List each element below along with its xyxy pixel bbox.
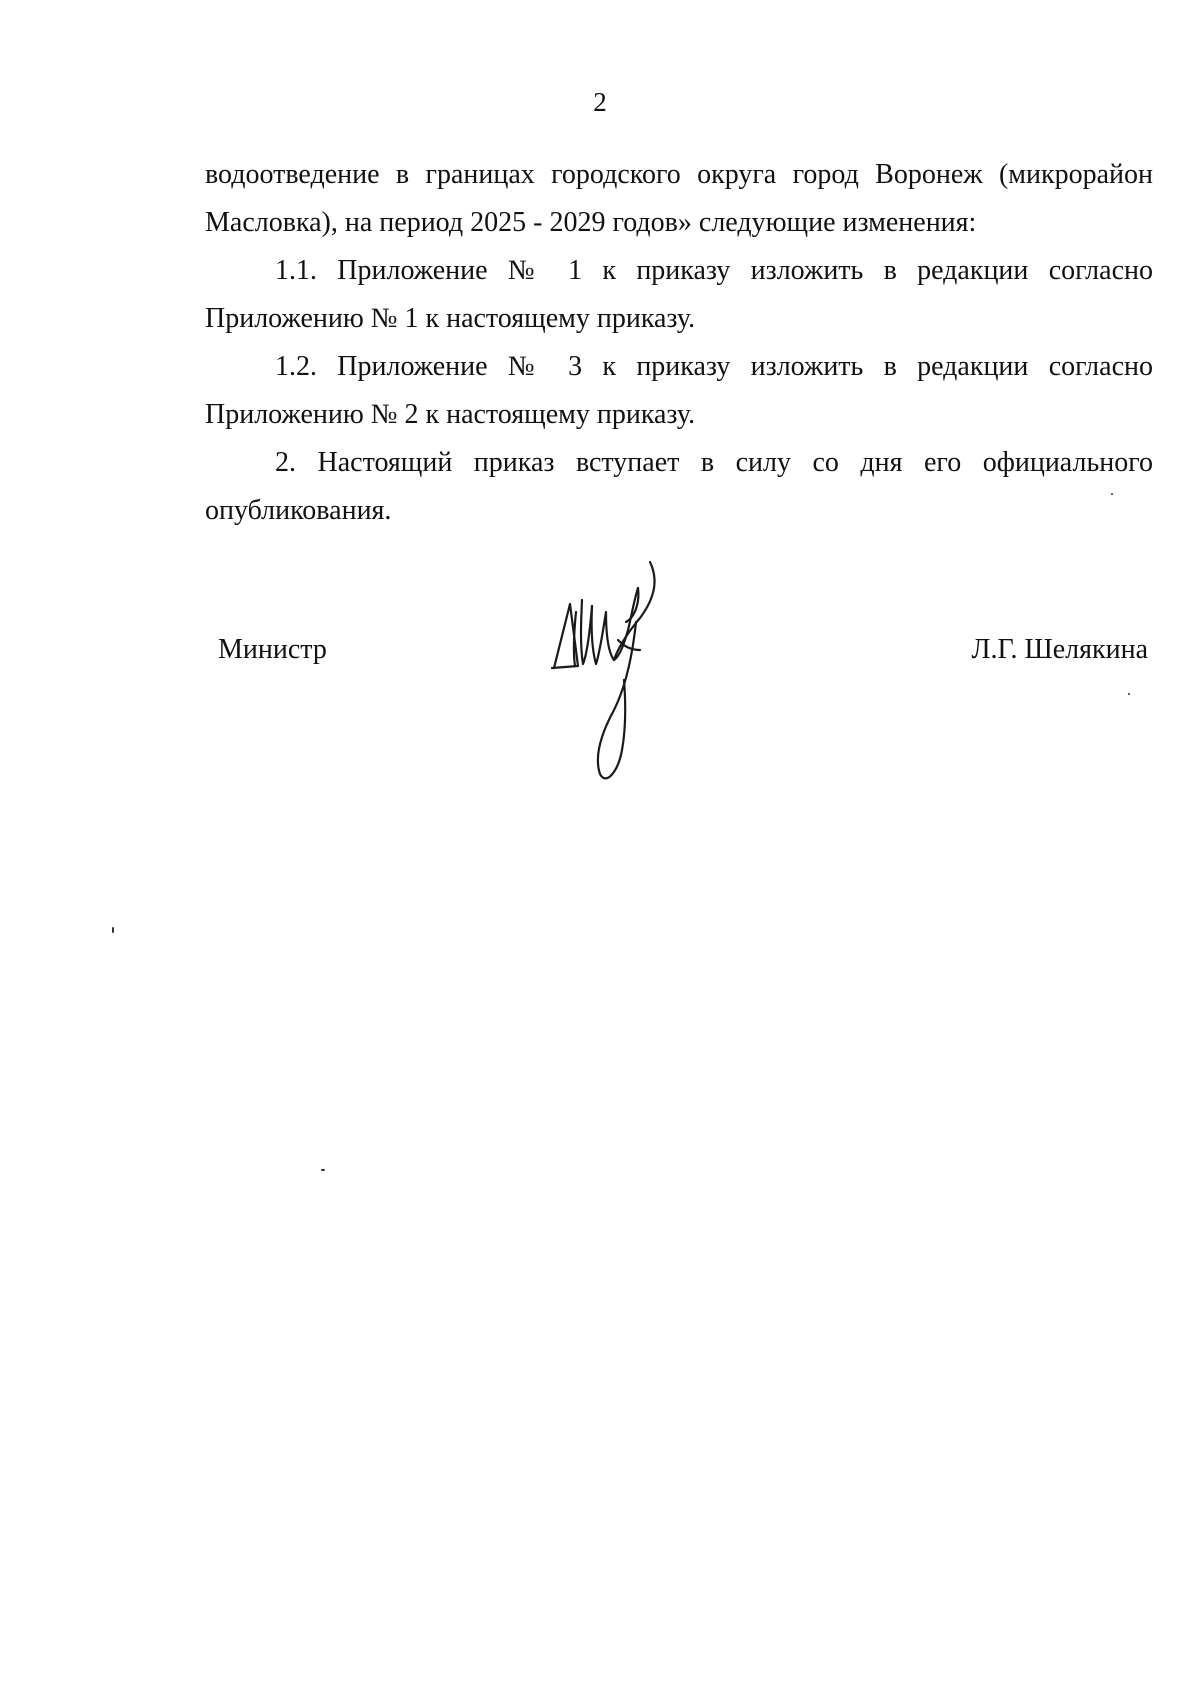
paragraph-item-2: 2. Настоящий приказ вступает в силу со дня его официального опубликования. (205, 447, 1153, 526)
handwritten-signature (548, 560, 688, 785)
scan-speck (112, 927, 114, 933)
paragraph-item-1-2: 1.2. Приложение № 3 к приказу изложить в редакции согласно Приложению № 2 к настоящему приказу. (205, 351, 1153, 430)
scan-speck (1128, 693, 1130, 695)
page-number: 2 (593, 87, 607, 117)
signer-position: Министр (218, 634, 327, 665)
signer-name: Л.Г. Шелякина (971, 634, 1148, 665)
scan-speck (321, 1169, 325, 1171)
scan-speck (1111, 493, 1113, 495)
document-body (205, 151, 1153, 535)
paragraph-continuation: водоотведение в границах городского округа город Воронеж (микрорайон Масловка), на период 2025 - 2029 годов» следующие изменения: (205, 159, 1153, 238)
paragraph-item-1-1: 1.1. Приложение № 1 к приказу изложить в редакции согласно Приложению № 1 к настоящему приказу. (205, 255, 1153, 334)
